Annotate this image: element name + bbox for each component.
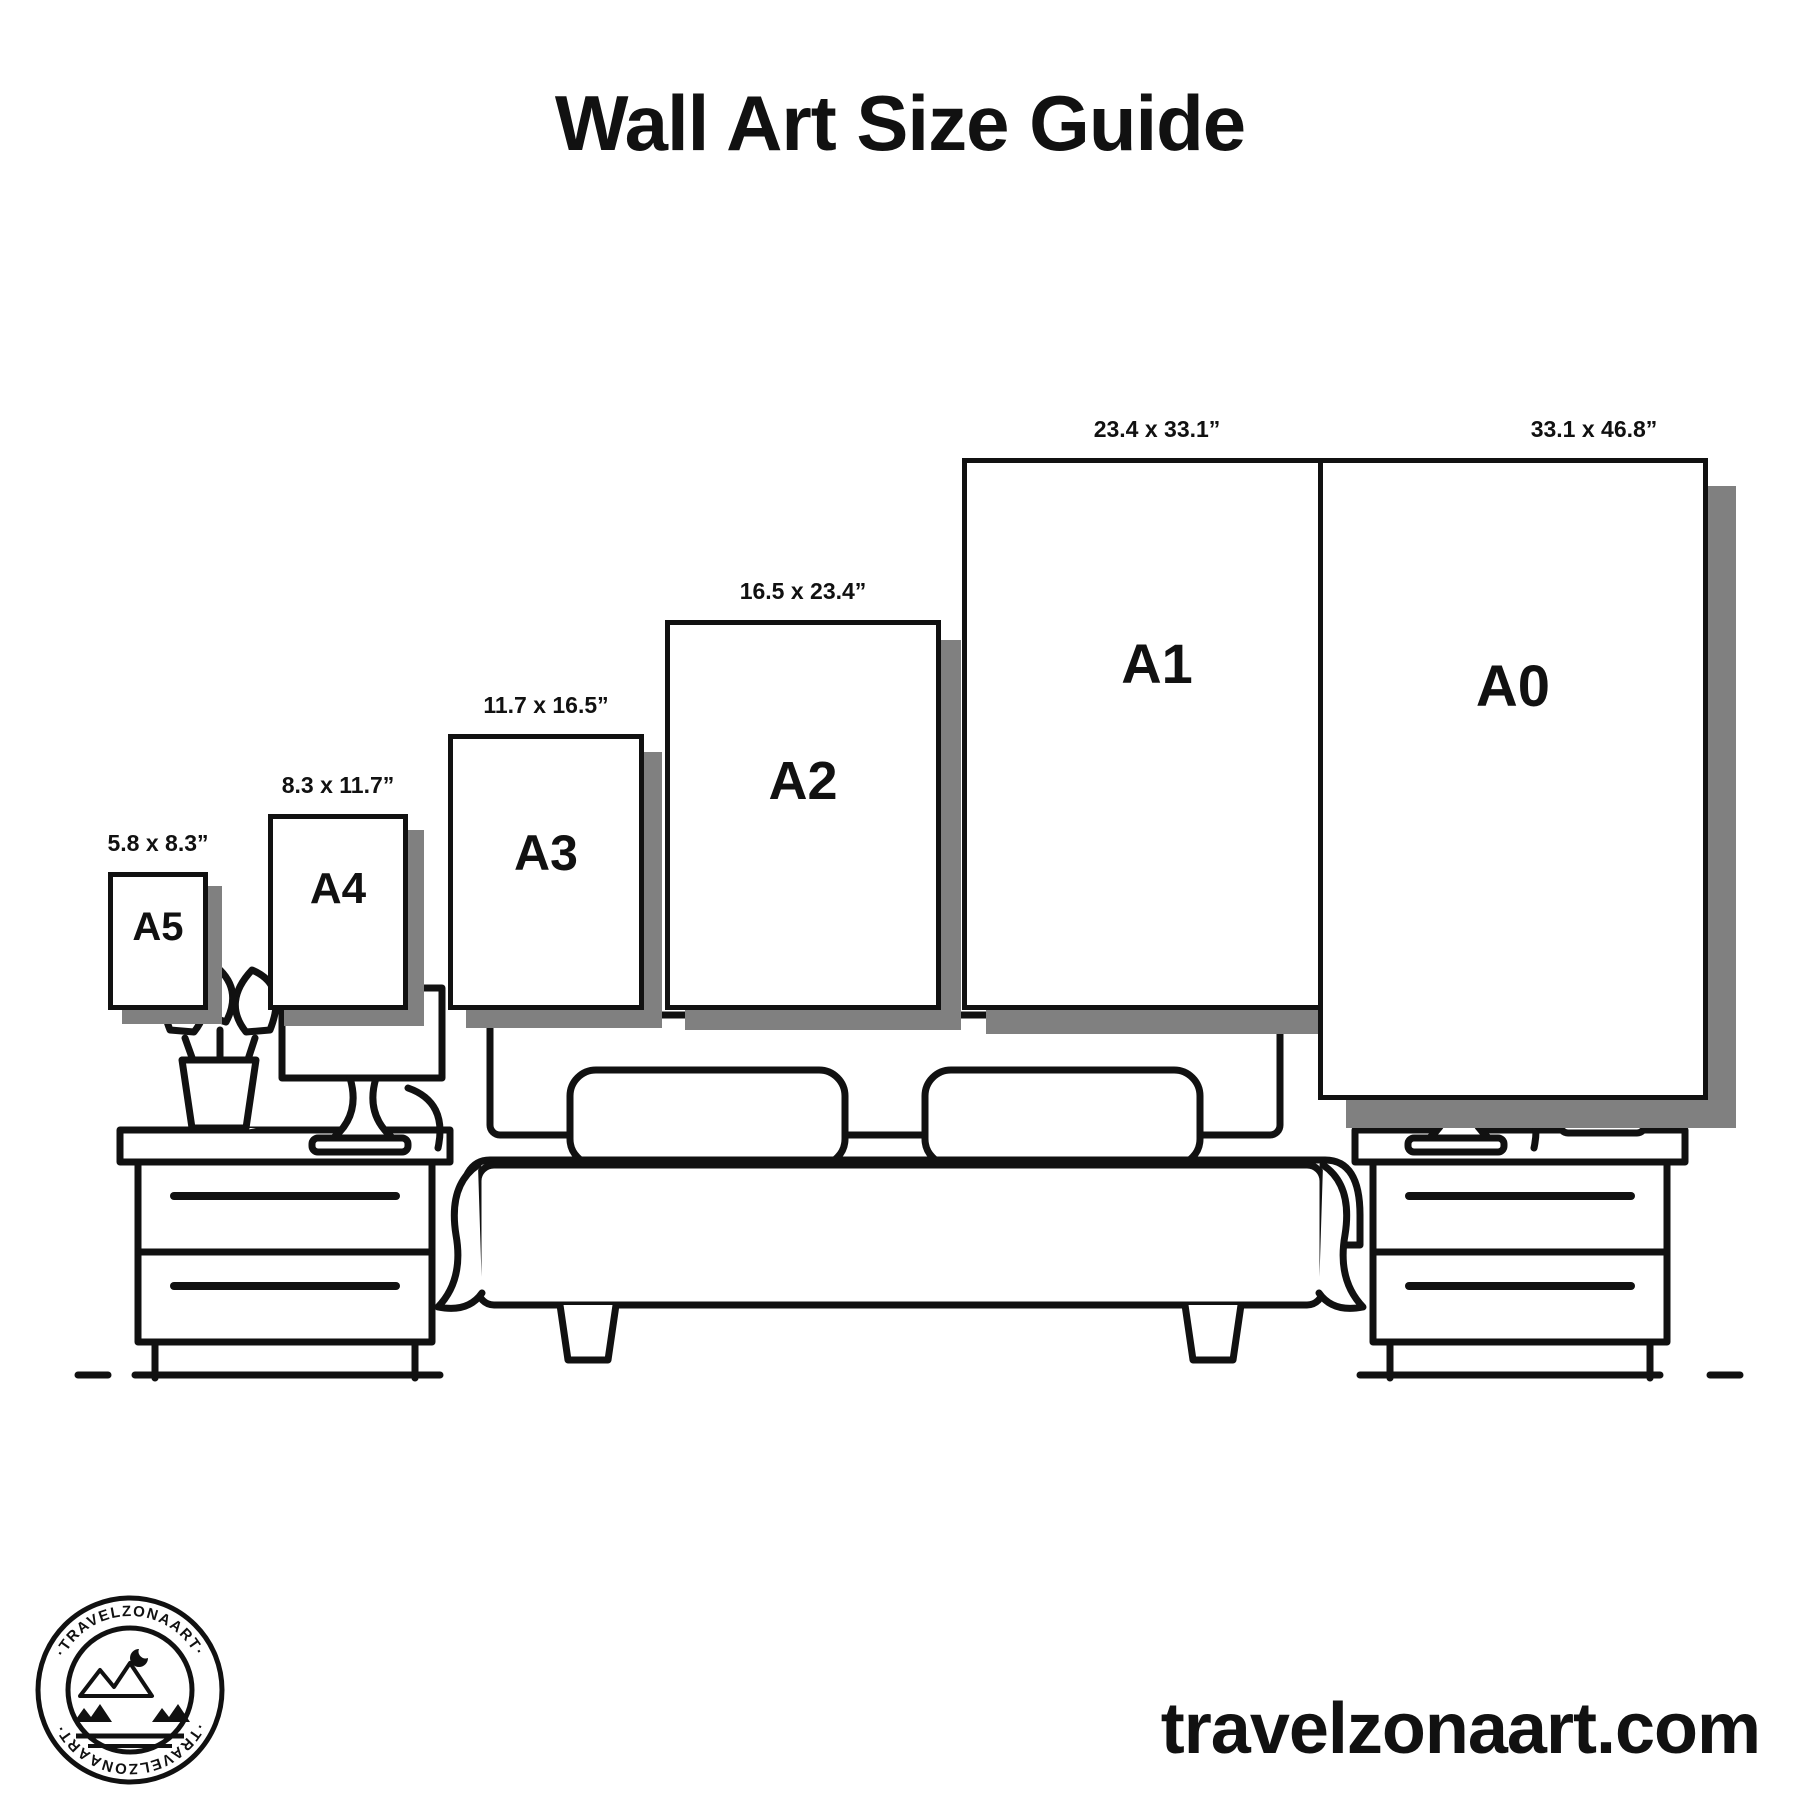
frame-size-row	[0, 290, 1800, 1010]
brand-logo[interactable]	[30, 1590, 230, 1790]
frame-item-a3[interactable]	[448, 692, 644, 1010]
nightstand-right	[1355, 1130, 1685, 1378]
website-url[interactable]: travelzonaart.com	[1160, 1689, 1760, 1769]
frame-label-a3: A3	[514, 825, 578, 882]
frame-dimensions-a0: 33.1 x 46.8”	[1530, 416, 1658, 442]
frame-dimensions-a1: 23.4 x 33.1”	[1093, 416, 1221, 442]
frame-item-a1[interactable]	[962, 416, 1352, 1010]
frame-box-a1[interactable]	[962, 458, 1352, 1010]
frame-label-a0: A0	[1475, 653, 1551, 719]
frame-box-a0[interactable]	[1318, 458, 1708, 1100]
nightstand-left	[120, 1130, 450, 1378]
frame-box-a3[interactable]	[448, 734, 644, 1010]
frame-item-a4[interactable]	[268, 772, 408, 1010]
frame-label-a1: A1	[1121, 632, 1193, 696]
svg-text:·TRAVELZONAART·	[52, 1603, 208, 1660]
frame-box-a5[interactable]	[108, 872, 208, 1010]
frame-dimensions-a2: 16.5 x 23.4”	[739, 578, 867, 604]
frame-label-a2: A2	[768, 751, 838, 812]
frame-label-a5: A5	[132, 905, 184, 950]
logo-mountain-icon	[74, 1649, 190, 1746]
frame-box-a2[interactable]	[665, 620, 941, 1010]
frame-label-a4: A4	[309, 863, 367, 913]
svg-text:·TRAVELZONAART·	[52, 1721, 208, 1778]
frame-item-a2[interactable]	[665, 578, 941, 1010]
frame-item-a5[interactable]	[107, 830, 209, 1010]
frame-dimensions-a5: 5.8 x 8.3”	[107, 830, 209, 856]
frame-dimensions-a4: 8.3 x 11.7”	[281, 772, 395, 798]
frame-item-a0[interactable]	[1318, 416, 1800, 1100]
frame-box-a4[interactable]	[268, 814, 408, 1010]
page-title: Wall Art Size Guide	[554, 79, 1246, 167]
bed	[438, 1015, 1363, 1360]
logo-ring-text-top: ·TRAVELZONAART·	[52, 1602, 208, 1660]
logo-ring-text-bottom: ·TRAVELZONAART·	[52, 1720, 208, 1778]
frame-dimensions-a3: 11.7 x 16.5”	[483, 692, 609, 718]
